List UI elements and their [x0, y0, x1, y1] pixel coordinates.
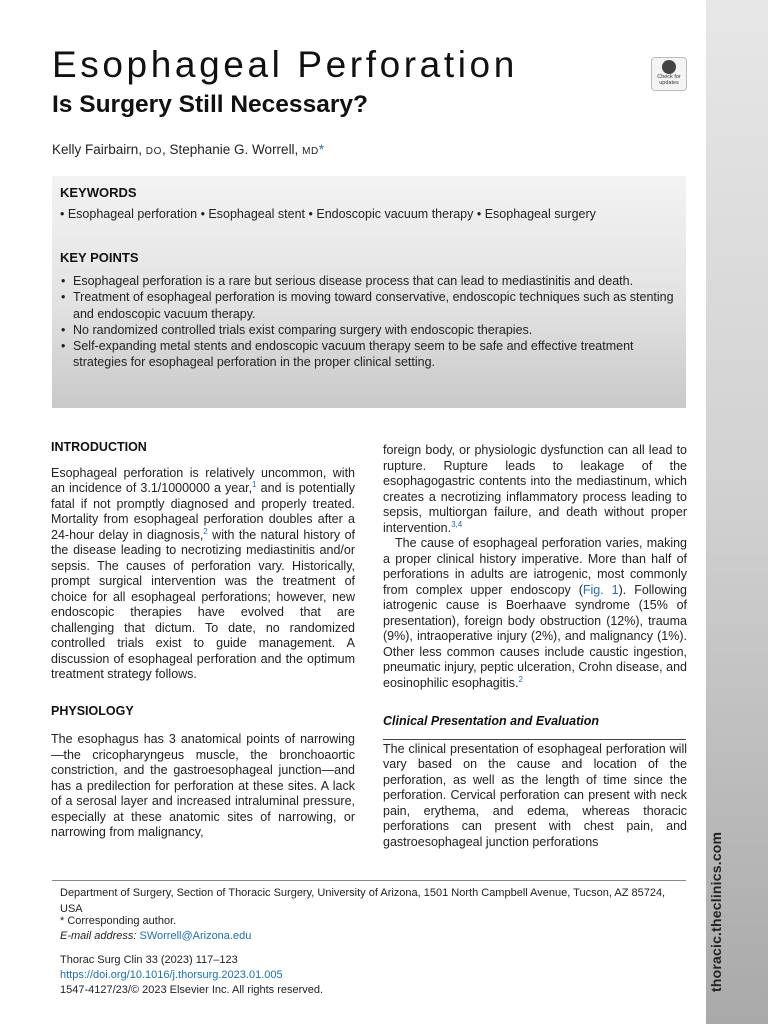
key-point: • Treatment of esophageal perforation is moving toward conservative, endoscopic techniques such as stenting and endoscopic vacuum therapy.: [60, 289, 680, 322]
physiology-heading: PHYSIOLOGY: [51, 703, 134, 718]
key-point: • Esophageal perforation is a rare but serious disease process that can lead to mediastinitis and death.: [60, 273, 680, 289]
reference-link[interactable]: 2: [518, 674, 523, 684]
left-column: [51, 440, 355, 841]
clinical-presentation-heading: Clinical Presentation and Evaluation: [383, 714, 600, 728]
key-points-heading: KEY POINTS: [60, 250, 139, 265]
email-link[interactable]: SWorrell@Arizona.edu: [139, 930, 252, 942]
keywords-box: [52, 176, 686, 408]
introduction-paragraph: Esophageal perforation is relatively uncommon, with an incidence of 3.1/1000000 a year,$^1$ and is potentially fatal if not promptly diagnosed and properly treated. Mortality from esophageal perforation doubles after a 24-hour delay in diagnosis,$^2$ with the natural history of the disease leading to necrotizing mediastinitis and/or sepsis. The causes of perforation vary. Historically, prompt surgical intervention was the treatment of choice for all esophageal perforations; however, new endoscopic therapies have evolved that are challenging that dictum. To date, no randomized controlled trials exist to guide management. A discussion of esophageal perforation and the optimum treatment strategy follows.: [51, 465, 355, 681]
copyright-text: 1547-4127/23/© 2023 Elsevier Inc. All rights reserved.: [60, 984, 324, 996]
corresponding-author-marker[interactable]: *: [318, 142, 325, 157]
physiology-paragraph: The esophagus has 3 anatomical points of narrowing—the cricopharyngeus muscle, the bronchoaortic constriction, and the gastroesophageal junction—and has a predilection for perforation at these sites. A lack of a serosal layer and increased intraluminal pressure, especially at these anatomic sites of narrowing, or narrowing from malignancy,: [51, 732, 355, 839]
author-1: Kelly Fairbairn,: [52, 142, 143, 157]
article-subtitle: Is Surgery Still Necessary?: [52, 91, 368, 118]
author-2-degree: MD: [302, 146, 319, 157]
section-rule: [383, 739, 686, 740]
check-for-updates-badge[interactable]: [651, 57, 687, 91]
citation-text: Thorac Surg Clin 33 (2023) 117–123: [60, 954, 238, 966]
cause-paragraph: The cause of esophageal perforation varies, making a proper clinical history imperative. More than half of perforations in adults are iatrogenic, most commonly from complex upper endoscopy (Fig. 1). Following iatrogenic cause is Boerhaave syndrome (15% of presentation), foreign body obstruction (12%), trauma (9%), intraoperative injury (2%), and malignancy (1%). Other less common causes include caustic ingestion, pneumatic injury, peptic ulceration, Crohn disease, and eosinophilic esophagitis.$^2$: [383, 536, 687, 690]
reference-link[interactable]: 1: [252, 479, 257, 489]
keywords-heading: KEYWORDS: [60, 185, 137, 200]
key-points-list: [60, 273, 680, 371]
update-icon: [662, 60, 676, 74]
badge-text-2: updates: [659, 80, 679, 86]
key-point: • Self-expanding metal stents and endoscopic vacuum therapy seem to be safe and effective treatment strategies for esophageal perforation in the proper clinical setting.: [60, 338, 680, 371]
author-2: , Stephanie G. Worrell,: [162, 142, 299, 157]
doi-link[interactable]: https://doi.org/10.1016/j.thorsurg.2023.01.005: [60, 969, 283, 981]
rupture-paragraph: foreign body, or physiologic dysfunction can all lead to rupture. Rupture leads to leakage of the esophagogastric contents into the mediastinum, which creates a necrotizing inflammatory process leading to sepsis, multiorgan failure, and death without proper intervention.$^{3,4}$: [383, 443, 687, 535]
figure-1-link[interactable]: Fig. 1: [582, 582, 619, 597]
footnote-divider: [52, 880, 686, 881]
reference-link[interactable]: 2: [203, 526, 208, 536]
author-1-degree: DO: [145, 146, 162, 157]
author-line: [52, 142, 324, 157]
key-point: • No randomized controlled trials exist comparing surgery with endoscopic therapies.: [60, 322, 680, 338]
journal-sidebar: [706, 0, 768, 1024]
reference-link[interactable]: 3,4: [451, 519, 463, 529]
badge-text-1: Check for: [657, 74, 681, 80]
introduction-heading: INTRODUCTION: [51, 440, 147, 454]
keywords-list: • Esophageal perforation • Esophageal stent • Endoscopic vacuum therapy • Esophageal surgery: [60, 207, 596, 221]
affiliation-text: Department of Surgery, Section of Thoracic Surgery, University of Arizona, 1501 North Campbell Avenue, Tucson, AZ 85724, USA: [60, 887, 666, 915]
right-column: [383, 443, 687, 850]
email-line: E-mail address: SWorrell@Arizona.edu: [60, 930, 252, 942]
clinical-presentation-paragraph: The clinical presentation of esophageal perforation will vary based on the cause and location of the perforation, as well as the length of time since the perforation. Cervical perforation can present with neck pain, erythema, and edema, whereas thoracic perforations can present with chest pain, and gastroesophageal junction perforations: [383, 741, 687, 849]
article-title: Esophageal Perforation: [52, 44, 518, 85]
journal-website[interactable]: thoracic.theclinics.com: [708, 831, 724, 992]
corresponding-note: * Corresponding author.: [60, 915, 177, 927]
